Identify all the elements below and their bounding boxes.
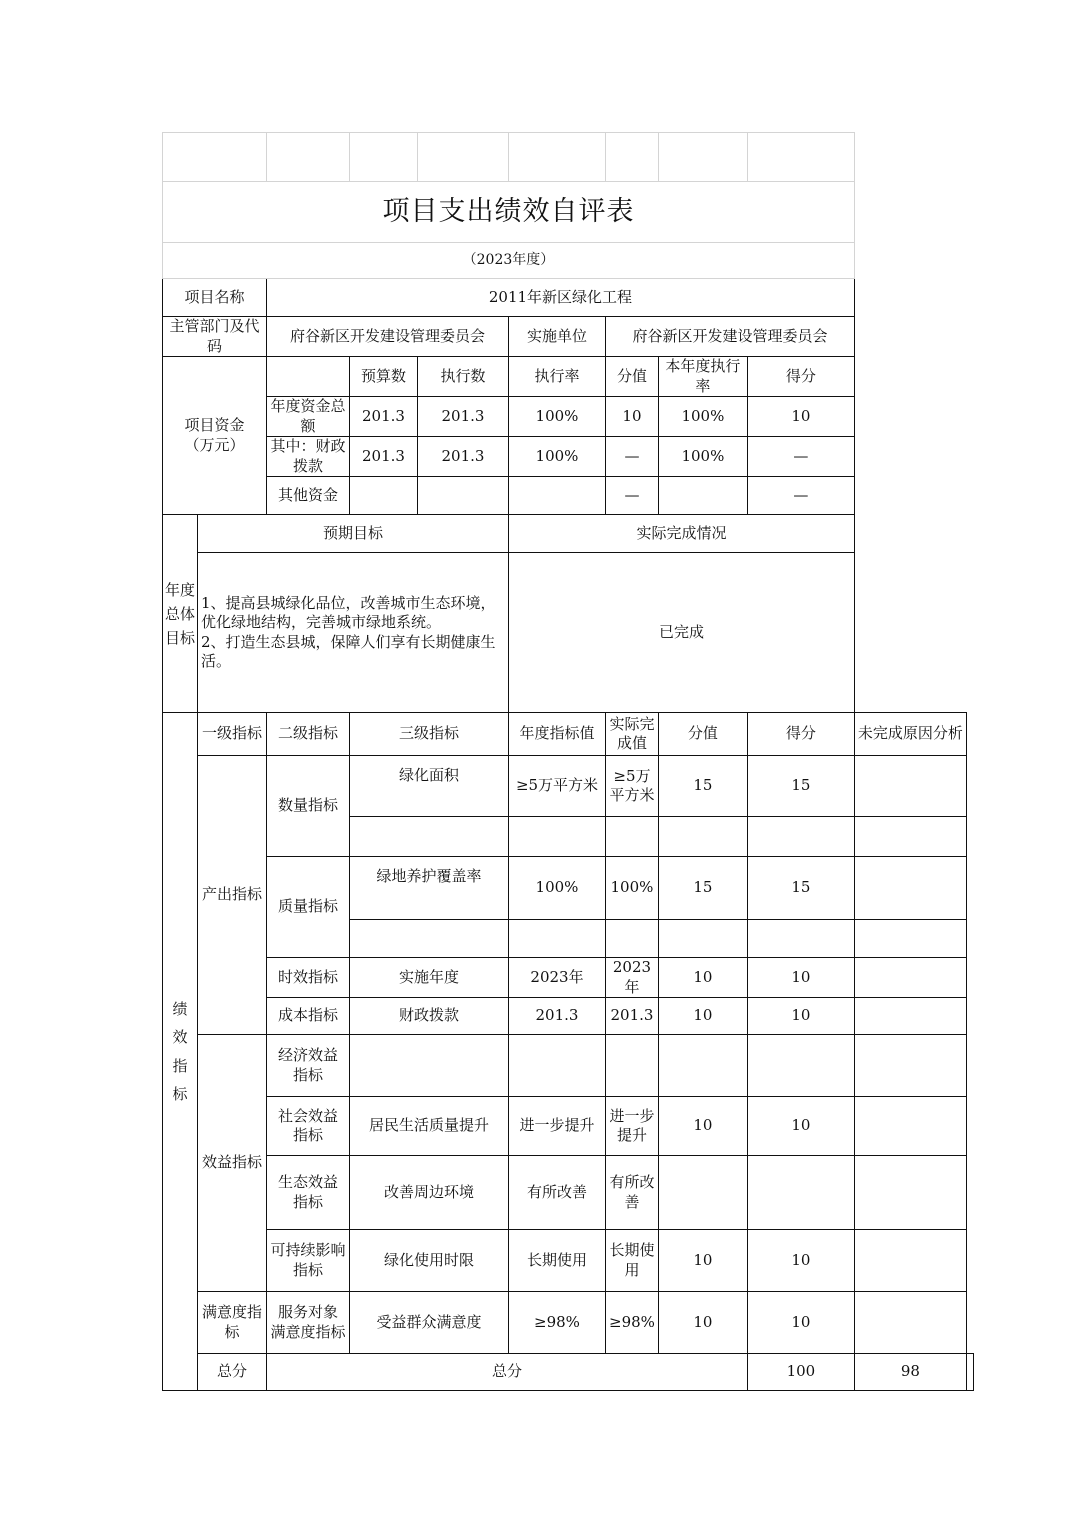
funds-exec: 201.3: [418, 437, 509, 477]
total-row: [163, 1354, 974, 1391]
blank-cell: [267, 133, 350, 182]
label-line: 满意度指标: [270, 1322, 346, 1341]
indicator-row-quality: [163, 857, 974, 920]
blank-cell: [658, 1035, 747, 1097]
indicator-reason: [854, 958, 966, 998]
expected-goal-text: [198, 553, 509, 713]
label-line: 可持续影响: [270, 1241, 346, 1259]
actual-completion-header: 实际完成情况: [509, 515, 855, 553]
eco-indicator-label: [267, 1156, 350, 1230]
blank-cell: [747, 133, 854, 182]
funds-header-budget: 预算数: [350, 357, 418, 397]
indicator-actual: ≥5万平方米: [606, 756, 659, 817]
indicator-score-value: 10: [658, 1097, 747, 1156]
indicator-score-value: 15: [658, 857, 747, 920]
perf-header-row: [163, 713, 974, 756]
satisfaction-indicator-label: 满意度指标: [198, 1292, 267, 1354]
perf-header-score: 得分: [747, 713, 854, 756]
indicator-target: 201.3: [509, 998, 606, 1035]
blank-cell: [747, 817, 854, 857]
indicator-score-value: 10: [658, 1230, 747, 1292]
indicator-score: 10: [747, 958, 854, 998]
label-line: 服务对象: [277, 1303, 338, 1321]
blank-cell: [854, 920, 966, 958]
blank-cell: [163, 133, 267, 182]
blank-cell: [509, 133, 606, 182]
blank-cell: [606, 133, 659, 182]
indicator-actual: 有所改善: [606, 1156, 659, 1230]
label-line: 经济效益: [277, 1046, 338, 1064]
perf-header-score-value: 分值: [658, 713, 747, 756]
indicator-target: ≥98%: [509, 1292, 606, 1354]
quality-indicator-label: 质量指标: [267, 857, 350, 958]
project-name: 2011年新区绿化工程: [267, 279, 855, 317]
indicator-score: 10: [747, 998, 854, 1035]
indicator-reason: [854, 998, 966, 1035]
indicator-target: 2023年: [509, 958, 606, 998]
blank-cell: [658, 133, 747, 182]
perf-label-char: 标: [172, 1085, 188, 1103]
dept-row: [163, 317, 974, 357]
project-row: [163, 279, 974, 317]
blank-cell: [854, 1035, 966, 1097]
indicator-name: 改善周边环境: [350, 1156, 509, 1230]
indicator-score-value: [658, 1156, 747, 1230]
impl-value: 府谷新区开发建设管理委员会: [606, 317, 855, 357]
funds-score-value: —: [606, 437, 659, 477]
perf-label-char: 指: [172, 1056, 188, 1075]
total-reason: [966, 1354, 973, 1391]
expected-goal-line: 1、提高县城绿化品位，改善城市生态环境，优化绿地结构，完善城市绿地系统。: [201, 593, 496, 631]
funds-header-row: [163, 357, 974, 397]
funds-unit: （万元）: [184, 435, 245, 454]
dept-label: 主管部门及代码: [163, 317, 267, 357]
goals-label-line: 总体: [164, 604, 195, 623]
indicator-reason: [854, 1230, 966, 1292]
total-score-value: 100: [747, 1354, 854, 1391]
indicator-score-value: 10: [658, 958, 747, 998]
funds-label-text: 项目资金: [184, 416, 245, 434]
funds-exec: [418, 477, 509, 515]
funds-header-score-value: 分值: [606, 357, 659, 397]
page-title: 项目支出绩效自评表: [163, 182, 855, 243]
dept-value: 府谷新区开发建设管理委员会: [267, 317, 509, 357]
indicator-actual: 100%: [606, 857, 659, 920]
indicator-actual: ≥98%: [606, 1292, 659, 1354]
perf-header-level3: 三级指标: [350, 713, 509, 756]
blank-cell: [509, 1035, 606, 1097]
funds-header-exec: 执行数: [418, 357, 509, 397]
indicator-row-eco: [163, 1156, 974, 1230]
perf-label-char: 效: [172, 1028, 188, 1046]
funds-row: [163, 477, 974, 515]
indicator-target: 长期使用: [509, 1230, 606, 1292]
funds-year-rate: 100%: [658, 437, 747, 477]
indicator-score: [747, 1156, 854, 1230]
funds-year-rate: 100%: [658, 397, 747, 437]
indicator-name: 绿地养护覆盖率: [350, 857, 509, 920]
actual-completion-text: 已完成: [509, 553, 855, 713]
blank-cell: [350, 1035, 509, 1097]
goals-header-row: [163, 515, 974, 553]
blank-cell: [350, 133, 418, 182]
funds-budget: 201.3: [350, 437, 418, 477]
social-indicator-label: [267, 1097, 350, 1156]
cost-indicator-label: 成本指标: [267, 998, 350, 1035]
year-subtitle: （2023年度）: [163, 243, 855, 279]
indicator-name: 居民生活质量提升: [350, 1097, 509, 1156]
perf-header-target: 年度指标值: [509, 713, 606, 756]
indicator-reason: [854, 1097, 966, 1156]
indicator-row-social: [163, 1097, 974, 1156]
indicator-score: 10: [747, 1097, 854, 1156]
funds-score: —: [747, 437, 854, 477]
indicator-row-cost: [163, 998, 974, 1035]
quantity-indicator-label: 数量指标: [267, 756, 350, 857]
label-line: 指标: [292, 1192, 323, 1211]
output-indicator-label: 产出指标: [198, 756, 267, 1035]
impl-label: 实施单位: [509, 317, 606, 357]
indicator-score: 10: [747, 1292, 854, 1354]
funds-header-score: 得分: [747, 357, 854, 397]
goals-label-line: 年度: [164, 580, 195, 599]
indicator-score: 15: [747, 857, 854, 920]
funds-row-name: 其中：财政拨款: [267, 437, 350, 477]
funds-budget: 201.3: [350, 397, 418, 437]
indicator-row-sustain: [163, 1230, 974, 1292]
indicator-score: 10: [747, 1230, 854, 1292]
indicator-actual: 2023年: [606, 958, 659, 998]
funds-score-value: —: [606, 477, 659, 515]
funds-row-name: 其他资金: [267, 477, 350, 515]
indicator-reason: [854, 857, 966, 920]
blank-cell: [606, 1035, 659, 1097]
evaluation-table: [162, 132, 974, 1391]
indicator-reason: [854, 1156, 966, 1230]
label-line: 指标: [292, 1260, 323, 1279]
funds-row-name: 年度资金总额: [267, 397, 350, 437]
indicator-actual: 进一步提升: [606, 1097, 659, 1156]
benefit-indicator-label: 效益指标: [198, 1035, 267, 1292]
blank-cell: [509, 920, 606, 958]
funds-header-rate: 执行率: [509, 357, 606, 397]
perf-label: [163, 713, 198, 1391]
perf-label-char: 绩: [172, 999, 188, 1018]
blank-cell: [350, 817, 509, 857]
total-score: 98: [854, 1354, 966, 1391]
indicator-row-quantity: [163, 756, 974, 817]
indicator-actual: 201.3: [606, 998, 659, 1035]
indicator-reason: [854, 1292, 966, 1354]
blank-grid-row: [163, 133, 974, 182]
funds-rate: 100%: [509, 437, 606, 477]
funds-header-year-rate: 本年度执行率: [658, 357, 747, 397]
blank-cell: [854, 817, 966, 857]
funds-exec: 201.3: [418, 397, 509, 437]
funds-score: —: [747, 477, 854, 515]
service-indicator-label: [267, 1292, 350, 1354]
indicator-target: ≥5万平方米: [509, 756, 606, 817]
indicator-score: 15: [747, 756, 854, 817]
funds-rate: 100%: [509, 397, 606, 437]
indicator-score-value: 10: [658, 1292, 747, 1354]
blank-cell: [606, 920, 659, 958]
goals-label: [163, 515, 198, 713]
funds-label: [163, 357, 267, 515]
funds-score: 10: [747, 397, 854, 437]
indicator-name: 实施年度: [350, 958, 509, 998]
indicator-score-value: 15: [658, 756, 747, 817]
economic-indicator-label: [267, 1035, 350, 1097]
indicator-actual: 长期使用: [606, 1230, 659, 1292]
blank-cell: [747, 1035, 854, 1097]
blank-cell: [658, 817, 747, 857]
indicator-name: 财政拨款: [350, 998, 509, 1035]
perf-header-level1: 一级指标: [198, 713, 267, 756]
goals-label-line: 目标: [164, 628, 195, 647]
perf-header-level2: 二级指标: [267, 713, 350, 756]
blank-cell: [509, 817, 606, 857]
project-label: 项目名称: [163, 279, 267, 317]
funds-score-value: 10: [606, 397, 659, 437]
funds-budget: [350, 477, 418, 515]
blank-cell: [350, 920, 509, 958]
funds-year-rate: [658, 477, 747, 515]
indicator-target: 100%: [509, 857, 606, 920]
indicator-name: 受益群众满意度: [350, 1292, 509, 1354]
total-label: 总分: [198, 1354, 267, 1391]
funds-row: [163, 397, 974, 437]
label-line: 生态效益: [277, 1173, 338, 1191]
sustain-indicator-label: [267, 1230, 350, 1292]
blank-cell: [747, 920, 854, 958]
indicator-name: 绿化使用时限: [350, 1230, 509, 1292]
perf-header-actual: 实际完成值: [606, 713, 659, 756]
indicator-target: 进一步提升: [509, 1097, 606, 1156]
blank-cell: [606, 817, 659, 857]
funds-row: [163, 437, 974, 477]
indicator-score-value: 10: [658, 998, 747, 1035]
expected-goal-header: 预期目标: [198, 515, 509, 553]
funds-header-blank: [267, 357, 350, 397]
label-line: 指标: [292, 1126, 323, 1144]
evaluation-sheet: [162, 132, 974, 1391]
indicator-reason: [854, 756, 966, 817]
label-line: 社会效益: [277, 1106, 338, 1125]
perf-header-reason: 未完成原因分析: [854, 713, 966, 756]
indicator-row-satisfaction: [163, 1292, 974, 1354]
indicator-name: 绿化面积: [350, 756, 509, 817]
blank-cell: [418, 133, 509, 182]
goals-content-row: [163, 553, 974, 713]
indicator-row-time: [163, 958, 974, 998]
indicator-row-economic: [163, 1035, 974, 1097]
blank-cell: [658, 920, 747, 958]
funds-rate: [509, 477, 606, 515]
total-label-center: 总分: [267, 1354, 748, 1391]
expected-goal-line: 2、打造生态县城，保障人们享有长期健康生活。: [201, 632, 496, 670]
time-indicator-label: 时效指标: [267, 958, 350, 998]
label-line: 指标: [292, 1065, 323, 1084]
indicator-target: 有所改善: [509, 1156, 606, 1230]
